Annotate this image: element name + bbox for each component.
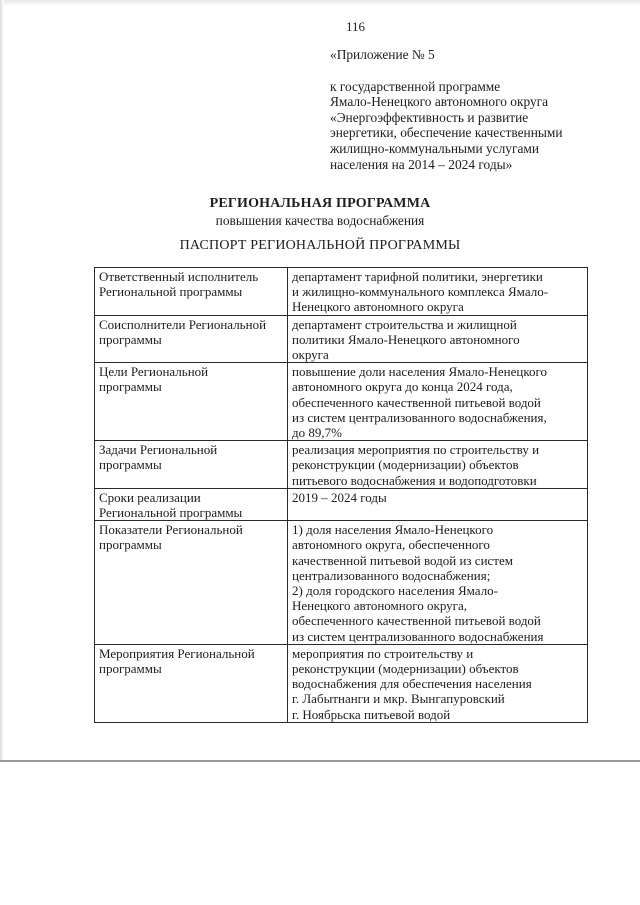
label-line: программы xyxy=(99,379,162,395)
passport-row-value xyxy=(288,363,588,441)
value-line: из систем централизованного водоснабжения xyxy=(292,628,544,644)
value-line: округа xyxy=(292,347,329,363)
passport-row-label xyxy=(95,315,288,363)
page-number: 116 xyxy=(346,19,366,34)
value-line: обеспеченного качественной питьевой водой xyxy=(292,394,541,410)
passport-row-value xyxy=(288,644,588,722)
value-line: автономного округа до конца 2024 года, xyxy=(292,379,513,395)
value-line: из систем централизованного водоснабжения, xyxy=(292,409,547,425)
passport-table xyxy=(94,267,588,723)
value-line: 1) доля населения Ямало-Ненецкого xyxy=(292,522,494,538)
label-line: программы xyxy=(99,331,162,347)
label-line: Региональной программы xyxy=(99,284,243,300)
value-line: централизованного водоснабжения; xyxy=(292,567,491,583)
passport-row-value xyxy=(288,315,588,363)
passport-row xyxy=(95,363,588,441)
label-line: Соисполнители Региональной xyxy=(99,316,267,332)
passport-title: ПАСПОРТ РЕГИОНАЛЬНОЙ ПРОГРАММЫ xyxy=(179,238,461,253)
value-line: до 89,7% xyxy=(292,425,342,441)
value-line: водоснабжения для обеспечения населения xyxy=(292,676,532,692)
label-line: программы xyxy=(99,457,162,473)
passport-row xyxy=(95,488,588,520)
label-line: Показатели Региональной xyxy=(99,522,243,538)
label-line: Ответственный исполнитель xyxy=(99,269,259,284)
annex-line: жилищно-коммунальными услугами xyxy=(330,140,540,156)
value-line: мероприятия по строительству и xyxy=(292,645,474,661)
passport-row-label xyxy=(95,441,288,489)
passport-row xyxy=(95,644,588,722)
passport-row xyxy=(95,315,588,363)
passport-row-label xyxy=(95,644,288,722)
value-line: реализация мероприятия по строительству и xyxy=(292,442,540,458)
value-line: повышение доли населения Ямало-Ненецкого xyxy=(292,364,548,380)
scan-shadow-top xyxy=(0,0,640,6)
scan-page-bottom-edge xyxy=(0,760,640,762)
annex-header xyxy=(330,47,630,172)
label-line: программы xyxy=(99,537,162,553)
passport-row-value xyxy=(288,268,588,316)
label-line: программы xyxy=(99,661,162,677)
passport-row-label xyxy=(95,521,288,645)
passport-row xyxy=(95,441,588,489)
program-heading xyxy=(0,196,640,229)
passport-row xyxy=(95,521,588,645)
annex-line: энергетики, обеспечение качественными xyxy=(330,125,563,141)
value-line: реконструкции (модернизации) объектов xyxy=(292,661,519,677)
value-line: питьевого водоснабжения и водоподготовки xyxy=(292,472,537,488)
annex-line: к государственной программе xyxy=(330,78,501,94)
program-subtitle: повышения качества водоснабжения xyxy=(215,213,425,228)
value-line: г. Лабытнанги и мкр. Вынгапуровский xyxy=(292,691,505,707)
annex-line: населения на 2014 – 2024 годы» xyxy=(330,156,513,172)
value-line: реконструкции (модернизации) объектов xyxy=(292,457,519,473)
value-line: департамент строительства и жилищной xyxy=(292,316,517,332)
passport-row-label xyxy=(95,268,288,316)
passport-row-value xyxy=(288,441,588,489)
value-line: и жилищно-коммунального комплекса Ямало- xyxy=(292,284,549,300)
value-line: качественной питьевой водой из систем xyxy=(292,552,513,568)
label-line: Мероприятия Региональной xyxy=(99,645,255,661)
value-line: политики Ямало-Ненецкого автономного xyxy=(292,331,520,347)
annex-line: «Энергоэффективность и развитие xyxy=(330,109,529,125)
passport-row-label xyxy=(95,363,288,441)
label-line: Сроки реализации xyxy=(99,489,201,505)
value-line: 2019 – 2024 годы xyxy=(292,489,387,505)
program-title: РЕГИОНАЛЬНАЯ ПРОГРАММА xyxy=(209,196,431,211)
label-line: Задачи Региональной xyxy=(99,442,218,458)
value-line: г. Ноябрьска питьевой водой xyxy=(292,706,451,722)
value-line: Ненецкого автономного округа xyxy=(292,299,464,315)
value-line: автономного округа, обеспеченного xyxy=(292,537,490,553)
value-line: Ненецкого автономного округа, xyxy=(292,598,467,614)
scan-shadow-left xyxy=(0,0,4,760)
label-line: Региональной программы xyxy=(99,505,243,521)
passport-row-label xyxy=(95,488,288,520)
label-line: Цели Региональной xyxy=(99,364,209,380)
value-line: департамент тарифной политики, энергетики xyxy=(292,269,543,284)
annex-title: «Приложение № 5 xyxy=(330,47,435,62)
value-line: обеспеченного качественной питьевой водой xyxy=(292,613,541,629)
passport-row-value xyxy=(288,488,588,520)
annex-line: Ямало-Ненецкого автономного округа xyxy=(330,94,549,110)
passport-row xyxy=(95,268,588,316)
passport-row-value xyxy=(288,521,588,645)
value-line: 2) доля городского населения Ямало- xyxy=(292,583,499,599)
